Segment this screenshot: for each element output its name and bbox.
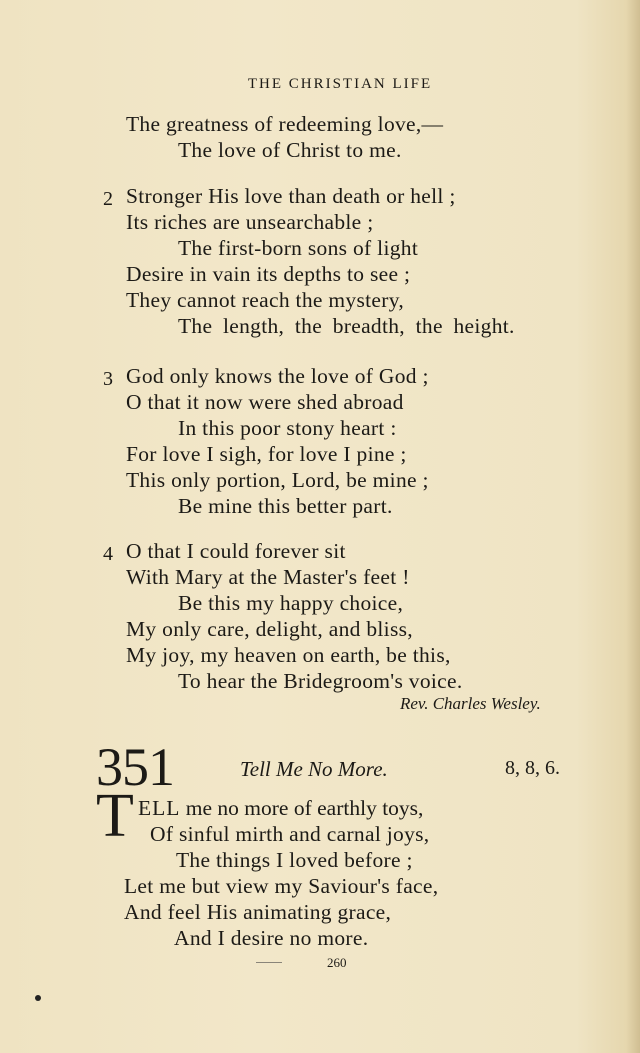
verse-line: Be mine this better part. bbox=[178, 494, 393, 518]
stanza-number: 3 bbox=[103, 368, 113, 390]
verse-line: O that it now were shed abroad bbox=[126, 390, 404, 414]
verse-line: God only knows the love of God ; bbox=[126, 364, 429, 388]
page-edge-shadow bbox=[626, 0, 640, 1053]
verse-line: The length, the breadth, the height. bbox=[178, 314, 515, 338]
hymn-number: 351 bbox=[96, 737, 174, 797]
verse-line: And feel His animating grace, bbox=[124, 900, 392, 924]
first-line-text: me no more of earthly toys, bbox=[180, 796, 424, 820]
verse-line: In this poor stony heart : bbox=[178, 416, 397, 440]
stanza-number: 4 bbox=[103, 543, 113, 565]
verse-line: My only care, delight, and bliss, bbox=[126, 617, 413, 641]
verse-line: And I desire no more. bbox=[174, 926, 369, 950]
verse-line: The first-born sons of light bbox=[178, 236, 419, 260]
verse-line: The things I loved before ; bbox=[176, 848, 413, 872]
verse-line: Be this my happy choice, bbox=[178, 591, 404, 615]
verse-line-first bbox=[138, 796, 423, 821]
verse-line: To hear the Bridegroom's voice. bbox=[178, 669, 463, 693]
ink-spot bbox=[35, 995, 41, 1001]
hymn-meter: 8, 8, 6. bbox=[505, 757, 560, 779]
verse-line: With Mary at the Master's feet ! bbox=[126, 565, 410, 589]
hymn-title: Tell Me No More. bbox=[240, 757, 388, 781]
page-number: 260 bbox=[327, 955, 347, 970]
verse-line: For love I sigh, for love I pine ; bbox=[126, 442, 407, 466]
verse-line: O that I could forever sit bbox=[126, 539, 346, 563]
verse-line: This only portion, Lord, be mine ; bbox=[126, 468, 429, 492]
verse-line: My joy, my heaven on earth, be this, bbox=[126, 643, 451, 667]
verse-line: Stronger His love than death or hell ; bbox=[126, 184, 456, 208]
verse-line: The love of Christ to me. bbox=[178, 138, 402, 162]
verse-line: The greatness of redeeming love,— bbox=[126, 112, 444, 136]
verse-line: They cannot reach the mystery, bbox=[126, 288, 405, 312]
verse-line: Its riches are unsearchable ; bbox=[126, 210, 374, 234]
running-head: THE CHRISTIAN LIFE bbox=[247, 76, 433, 92]
small-caps-word: ELL bbox=[138, 796, 181, 820]
ornament-rule bbox=[256, 962, 282, 965]
author-attribution: Rev. Charles Wesley. bbox=[400, 694, 541, 713]
drop-cap: T bbox=[96, 782, 134, 850]
stanza-number: 2 bbox=[103, 188, 113, 210]
verse-line: Of sinful mirth and carnal joys, bbox=[150, 822, 430, 846]
verse-line: Desire in vain its depths to see ; bbox=[126, 262, 411, 286]
verse-line: Let me but view my Saviour's face, bbox=[124, 874, 439, 898]
